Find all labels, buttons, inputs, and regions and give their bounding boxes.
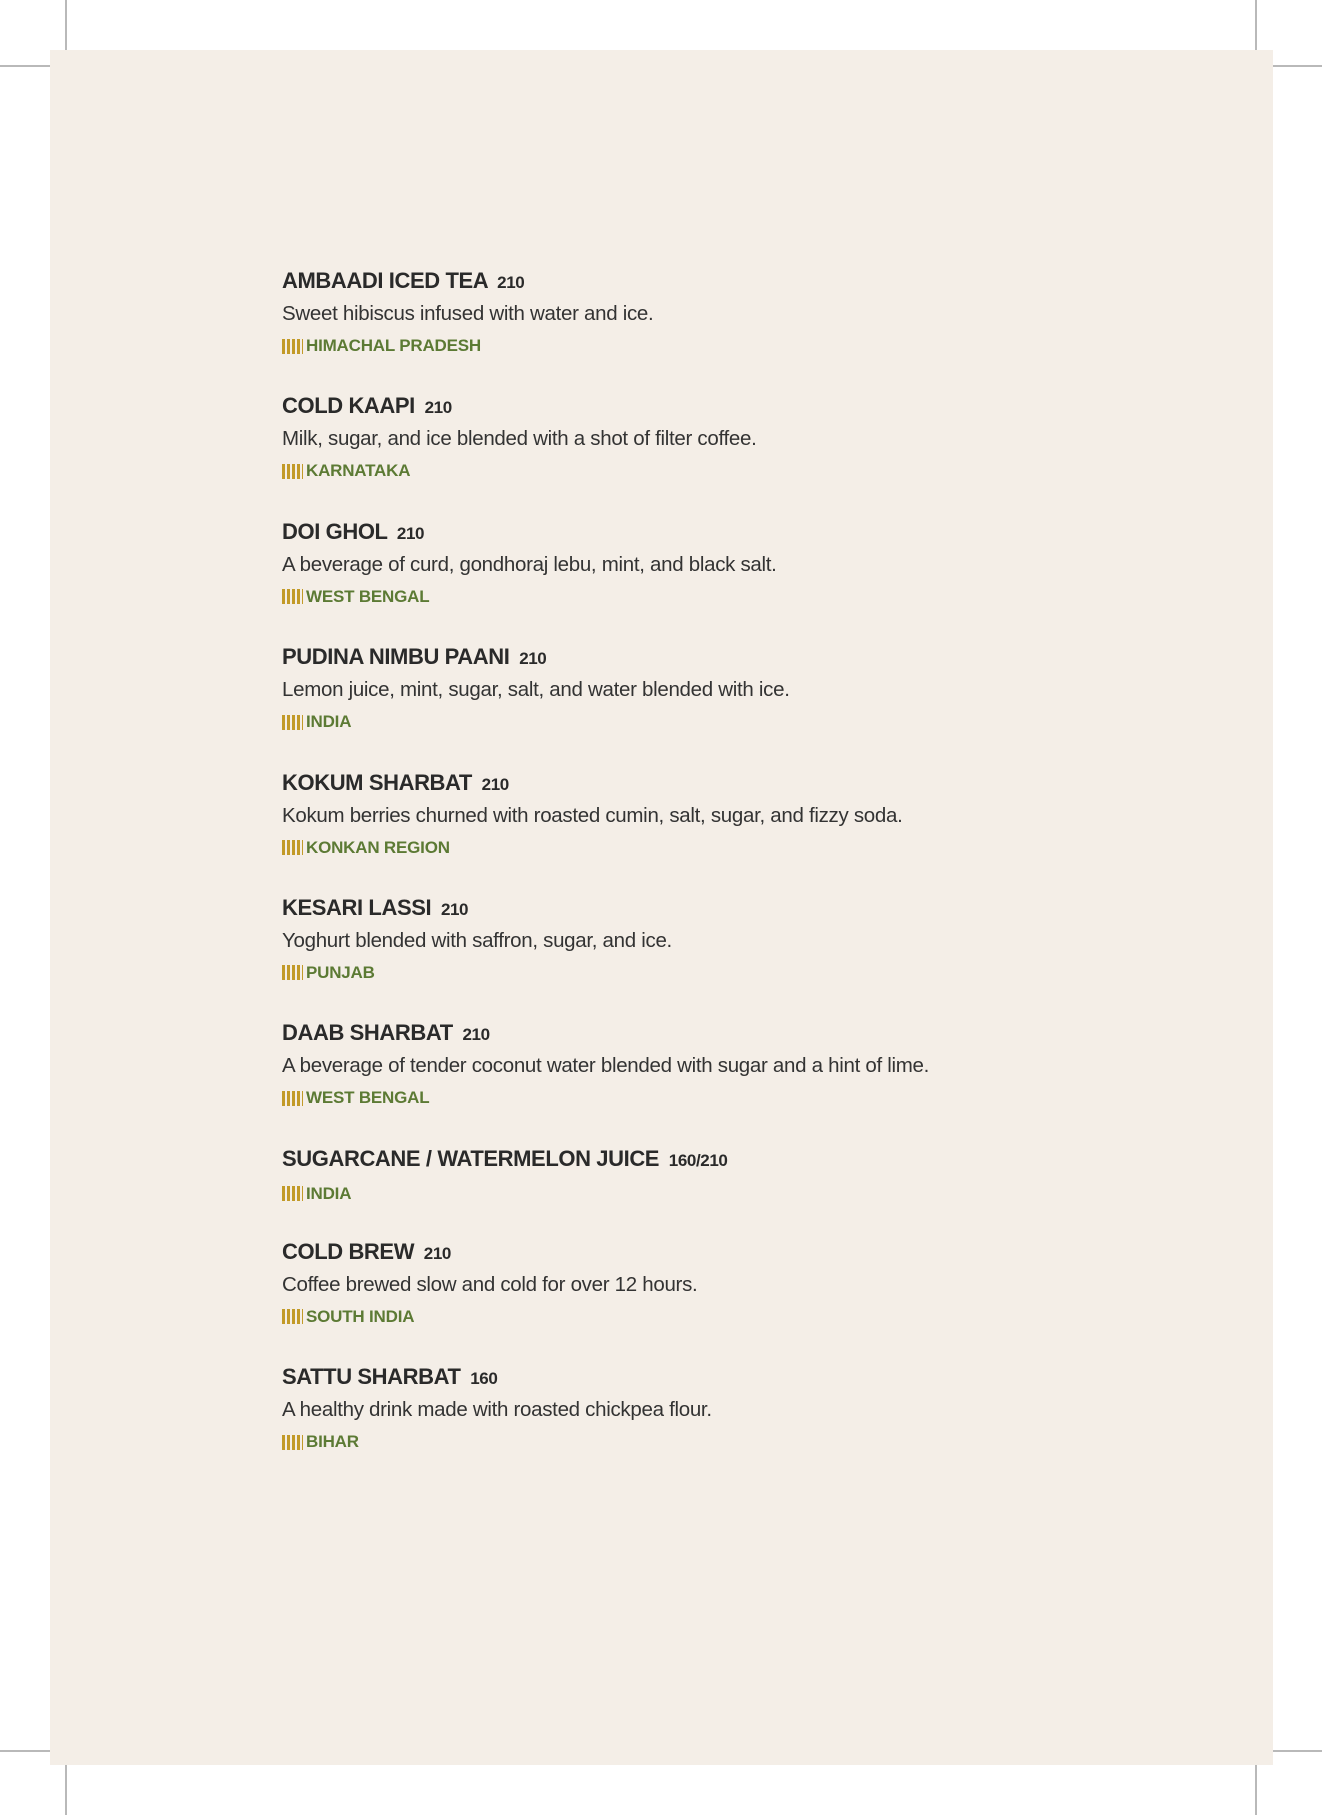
crop-mark-top-left-horizontal — [0, 65, 52, 67]
menu-item-price: 210 — [462, 1025, 490, 1045]
menu-item-title — [282, 768, 1182, 800]
beverage-menu-list — [282, 266, 1182, 1488]
bars-icon — [282, 1435, 303, 1450]
menu-item — [282, 517, 1182, 642]
menu-item-name: COLD BREW — [282, 1238, 415, 1264]
menu-item-title — [282, 893, 1182, 925]
menu-item-origin-label: INDIA — [306, 712, 352, 732]
menu-item-name: KESARI LASSI — [282, 894, 432, 920]
menu-item-description: A healthy drink made with roasted chickpea flour. — [282, 1398, 712, 1422]
bars-icon — [282, 1091, 303, 1106]
crop-mark-top-right-horizontal — [1270, 65, 1322, 67]
menu-item-description: A beverage of curd, gondhoraj lebu, mint, and black salt. — [282, 552, 777, 576]
bars-icon — [282, 715, 303, 730]
menu-item-origin — [282, 958, 1182, 988]
menu-item-title — [282, 517, 1182, 549]
bars-icon — [282, 1309, 303, 1324]
menu-item-description: Milk, sugar, and ice blended with a shot of filter coffee. — [282, 427, 757, 451]
menu-item — [282, 391, 1182, 516]
menu-item-price: 210 — [519, 649, 547, 669]
menu-item-name: DOI GHOL — [282, 518, 388, 544]
menu-item — [282, 1237, 1182, 1362]
menu-item-origin-label: BIHAR — [306, 1432, 359, 1452]
menu-item-title — [282, 1144, 1182, 1176]
menu-item-description: Yoghurt blended with saffron, sugar, and ice. — [282, 928, 672, 952]
bars-icon — [282, 339, 303, 354]
bars-icon — [282, 965, 303, 980]
menu-item-name: DAAB SHARBAT — [282, 1020, 453, 1046]
menu-item-price: 210 — [423, 1243, 451, 1263]
menu-item-origin-label: KARNATAKA — [306, 461, 411, 481]
crop-mark-top-right-vertical — [1255, 0, 1257, 52]
menu-item-price: 160 — [470, 1369, 498, 1389]
menu-item — [282, 1362, 1182, 1487]
menu-item-origin — [282, 833, 1182, 863]
menu-item-origin-label: HIMACHAL PRADESH — [306, 336, 481, 355]
menu-item-origin — [282, 1179, 1182, 1209]
menu-item-origin-label: SOUTH INDIA — [306, 1306, 415, 1326]
menu-item-origin-label: PUNJAB — [306, 962, 375, 982]
menu-item-price: 210 — [396, 523, 425, 543]
menu-item-title — [282, 642, 1182, 674]
menu-item-description: Sweet hibiscus infused with water and ice. — [282, 302, 654, 325]
menu-item-price: 210 — [497, 273, 525, 292]
bars-icon — [282, 840, 303, 855]
bars-icon — [282, 464, 303, 479]
menu-item-description: Lemon juice, mint, sugar, salt, and water blended with ice. — [282, 678, 790, 702]
menu-item-origin — [282, 1427, 1182, 1457]
menu-item-origin-label: KONKAN REGION — [306, 837, 450, 857]
menu-item — [282, 1018, 1182, 1143]
crop-mark-bottom-left-horizontal — [0, 1750, 52, 1752]
menu-item-origin — [282, 1302, 1182, 1332]
menu-item-origin — [282, 331, 1182, 361]
menu-item-description: Coffee brewed slow and cold for over 12 hours. — [282, 1272, 698, 1296]
menu-item-price: 210 — [424, 398, 452, 418]
menu-item-title — [282, 1237, 1182, 1269]
menu-item — [282, 266, 1182, 391]
menu-item — [282, 768, 1182, 893]
menu-item-origin — [282, 456, 1182, 486]
menu-item-name: COLD KAAPI — [282, 393, 415, 419]
menu-item-description: Kokum berries churned with roasted cumin, salt, sugar, and fizzy soda. — [282, 803, 903, 827]
menu-item — [282, 642, 1182, 767]
menu-item-price: 160/210 — [668, 1150, 728, 1170]
menu-item-origin-label: INDIA — [306, 1183, 352, 1203]
crop-mark-bottom-right-vertical — [1255, 1763, 1257, 1815]
menu-item-price: 210 — [440, 899, 469, 919]
menu-item-origin-label: WEST BENGAL — [306, 1088, 430, 1108]
menu-item-origin — [282, 707, 1182, 737]
menu-item-description: A beverage of tender coconut water blended with sugar and a hint of lime. — [282, 1054, 930, 1078]
menu-item-name: SATTU SHARBAT — [282, 1364, 461, 1390]
crop-mark-top-left-vertical — [65, 0, 67, 52]
menu-item-price: 210 — [481, 774, 509, 794]
crop-mark-bottom-right-horizontal — [1270, 1750, 1322, 1752]
menu-item-title — [282, 266, 1182, 298]
bars-icon — [282, 589, 303, 604]
menu-item-origin — [282, 1083, 1182, 1113]
menu-item-title — [282, 391, 1182, 423]
menu-item-origin — [282, 582, 1182, 612]
menu-item-name: SUGARCANE / WATERMELON JUICE — [282, 1145, 660, 1171]
menu-item-origin-label: WEST BENGAL — [306, 586, 430, 606]
menu-item — [282, 893, 1182, 1018]
menu-item-name: PUDINA NIMBU PAANI — [282, 644, 510, 670]
menu-item-name: KOKUM SHARBAT — [282, 769, 472, 795]
crop-mark-bottom-left-vertical — [65, 1763, 67, 1815]
menu-item-name: AMBAADI ICED TEA — [282, 268, 488, 293]
menu-item-title — [282, 1018, 1182, 1050]
menu-item — [282, 1144, 1182, 1237]
menu-item-title — [282, 1362, 1182, 1394]
bars-icon — [282, 1186, 303, 1201]
